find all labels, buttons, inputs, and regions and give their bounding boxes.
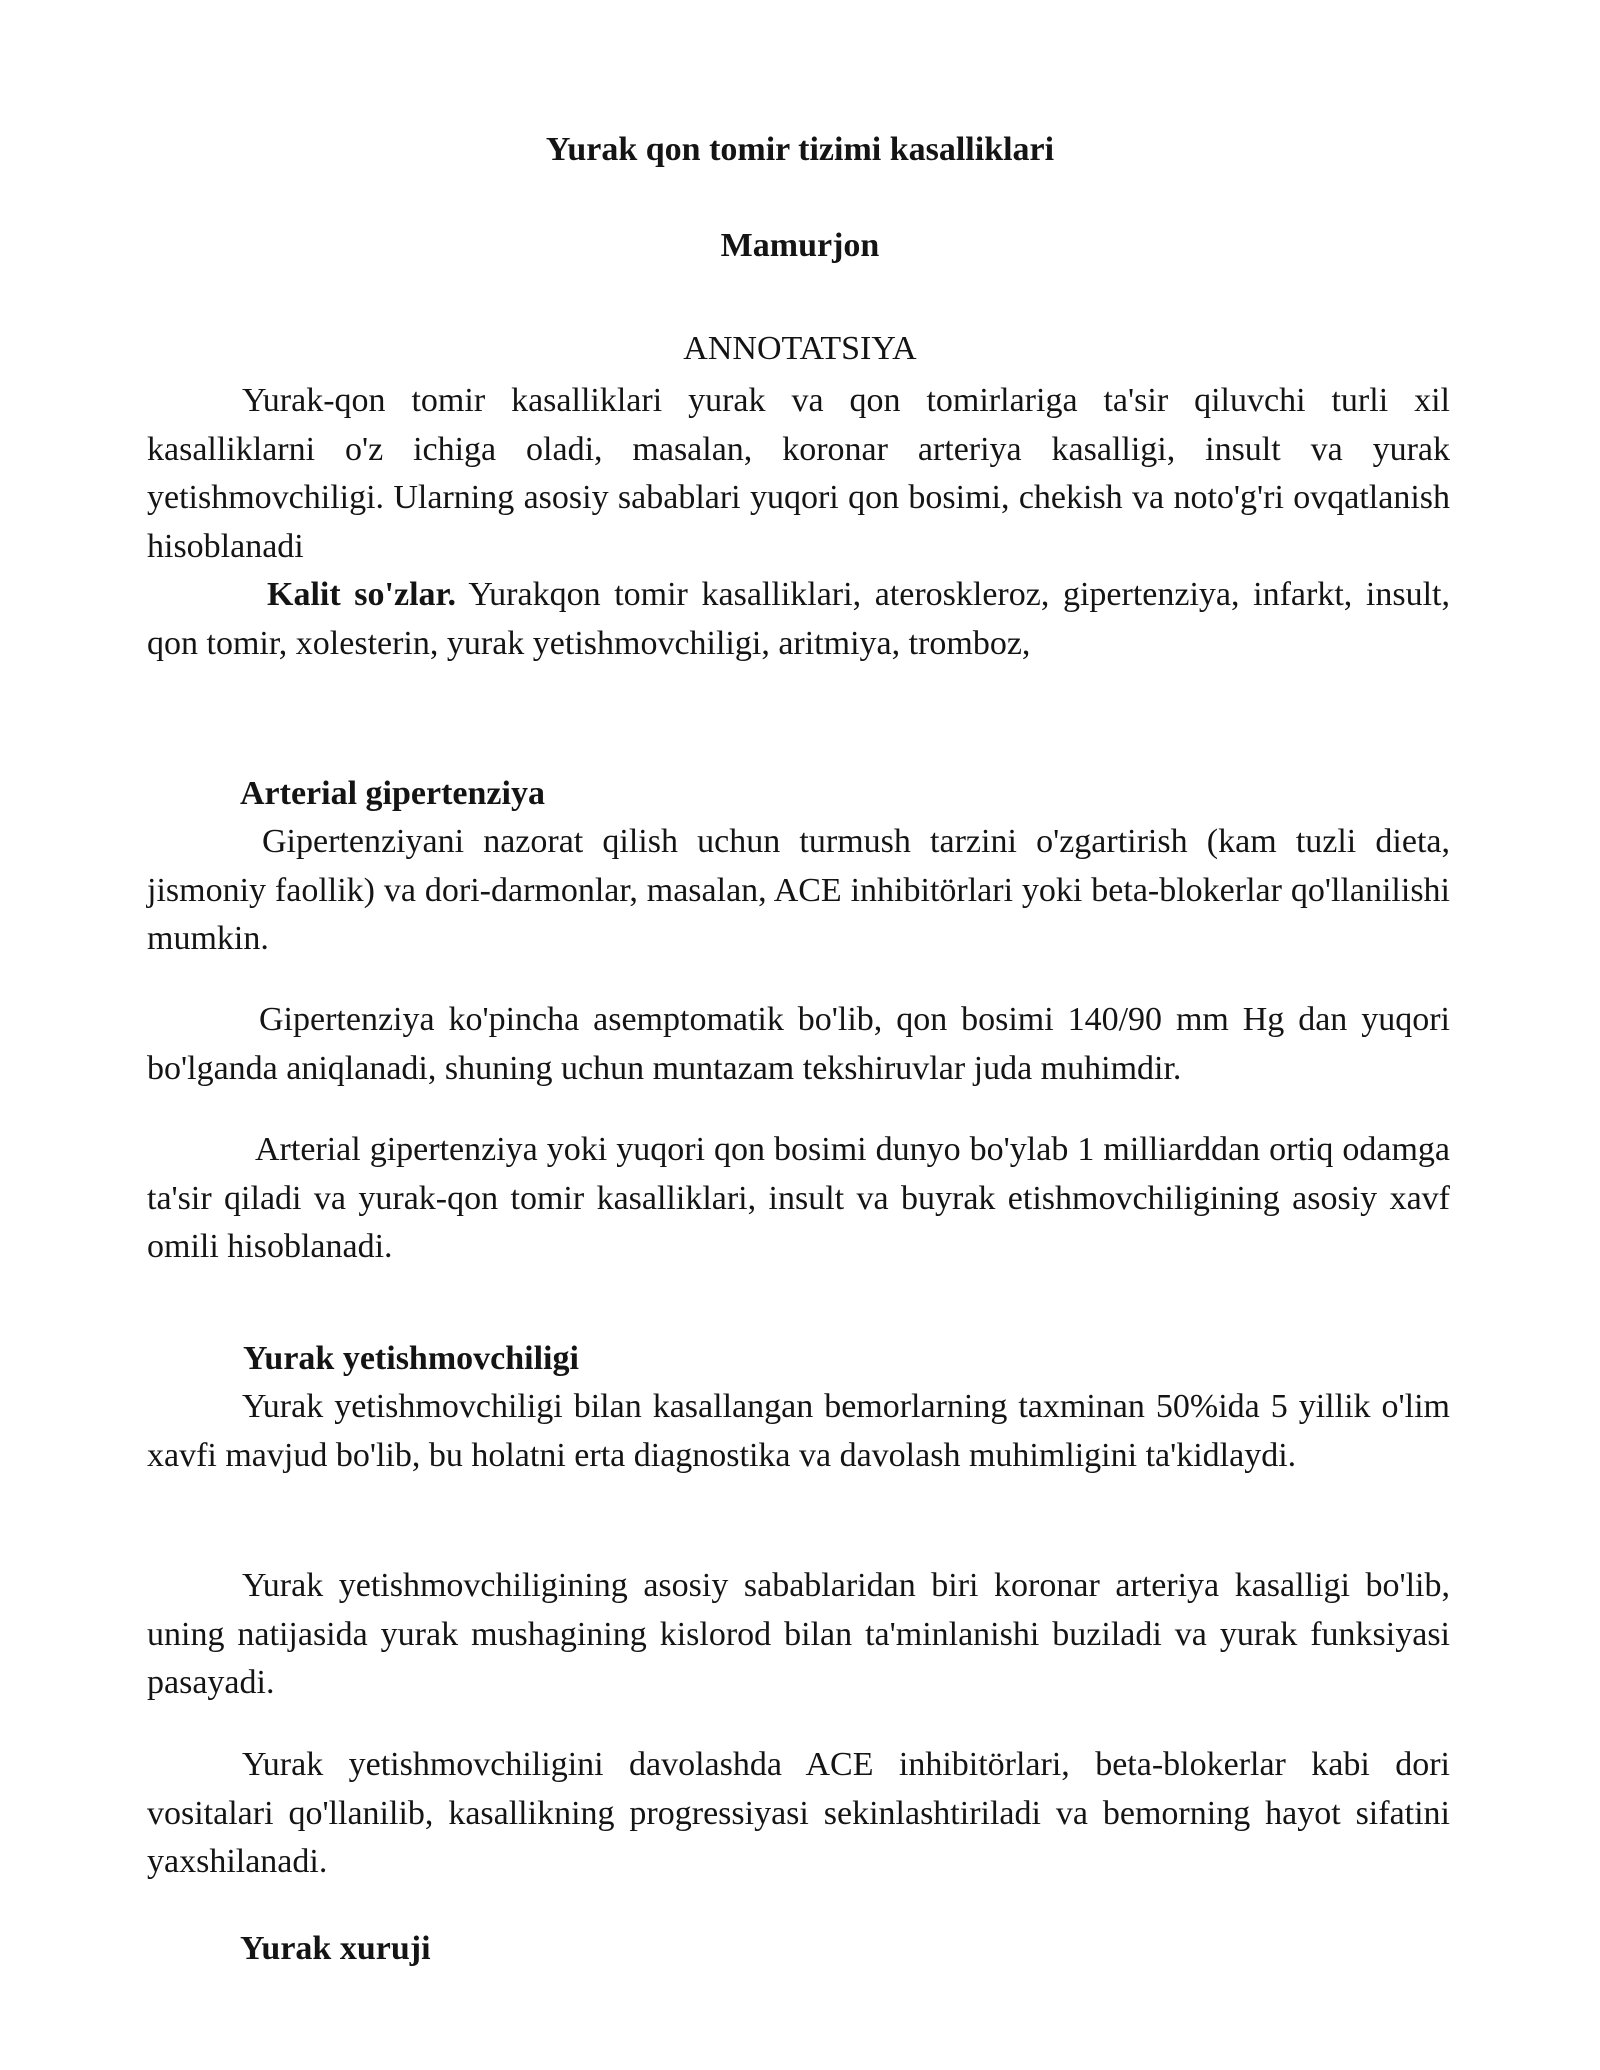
section-1-paragraph-3: Arterial gipertenziya yoki yuqori qon bosimi dunyo bo'ylab 1 milliarddan ortiq odamga ta'sir qiladi va yurak-qon tomir kasalliklari, insult va buyrak etishmovchiligining asosiy xavf omili hisoblanadi. (147, 1131, 1450, 1265)
section-1-paragraph-1: Gipertenziyani nazorat qilish uchun turmush tarzini o'zgartirish (kam tuzli dieta, jismoniy faollik) va dori-darmonlar, masalan, ACE inhibitörlari yoki beta-blokerlar qo'llanilishi mumkin. (147, 823, 1450, 957)
abstract-text: Yurak-qon tomir kasalliklari yurak va qon tomirlariga ta'sir qiluvchi turli xil kasalliklarni o'z ichiga oladi, masalan, koronar arteriya kasalligi, insult va yurak yetishmovchiligi. Ularning asosiy sabablari yuqori qon bosimi, chekish va noto'g'ri ovqatlanish hisoblanadi (147, 382, 1450, 565)
keywords-label: Kalit so'zlar. (267, 576, 456, 613)
abstract-heading: ANNOTATSIYA (683, 330, 917, 367)
section-1-paragraph-2: Gipertenziya ko'pincha asemptomatik bo'lib, qon bosimi 140/90 mm Hg dan yuqori bo'lganda aniqlanadi, shuning uchun muntazam tekshiruvlar juda muhimdir. (147, 1001, 1450, 1087)
section-2-paragraph-2: Yurak yetishmovchiligining asosiy sabablaridan biri koronar arteriya kasalligi bo'lib, uning natijasida yurak mushagining kislorod bilan ta'minlanishi buziladi va yurak funksiyasi pasayadi. (147, 1567, 1450, 1701)
section-heading-arterial-gipertenziya: Arterial gipertenziya (240, 775, 545, 812)
section-2-paragraph-1: Yurak yetishmovchiligi bilan kasallangan bemorlarning taxminan 50%ida 5 yillik o'lim xavfi mavjud bo'lib, bu holatni erta diagnostika va davolash muhimligini ta'kidlaydi. (147, 1388, 1450, 1474)
keywords-paragraph (147, 571, 1450, 668)
section-heading-yurak-yetishmovchiligi: Yurak yetishmovchiligi (243, 1340, 579, 1377)
section-2-paragraph-3: Yurak yetishmovchiligini davolashda ACE inhibitörlari, beta-blokerlar kabi dori vositalari qo'llanilib, kasallikning progressiyasi sekinlashtiriladi va bemorning hayot sifatini yaxshilanadi. (147, 1746, 1450, 1880)
section-heading-yurak-xuruji: Yurak xuruji (240, 1930, 431, 1967)
document-author: Mamurjon (720, 227, 880, 264)
keywords-text: Yurakqon tomir kasalliklari, ateroskleroz, gipertenziya, infarkt, insult, qon tomir, xolesterin, yurak yetishmovchiligi, aritmiya, tromboz, (147, 576, 1450, 662)
document-title: Yurak qon tomir tizimi kasalliklari (545, 131, 1055, 168)
